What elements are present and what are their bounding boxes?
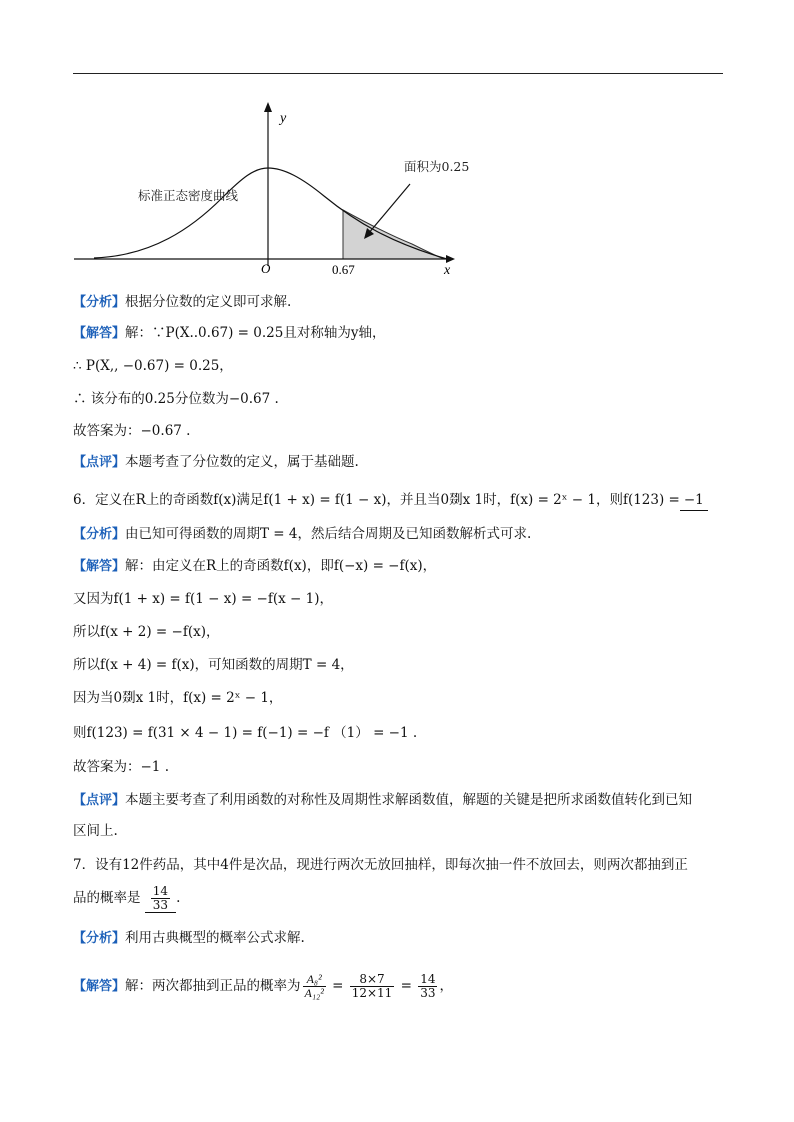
q6-solution-line-4: 所以f(x + 4) = f(x)，可知函数的周期T = 4， (73, 657, 354, 673)
q7-answer: $\frac{14}{33}$ (145, 884, 176, 913)
solution-tag: 【解答】 (73, 326, 126, 341)
solution-tag: 【解答】 (73, 979, 126, 994)
q6-comment-line-2: 区间上. (73, 823, 118, 839)
x-axis-arrow (446, 255, 455, 263)
q5-comment: 【点评】本题考查了分位数的定义，属于基础题. (73, 454, 359, 470)
q7-solution: 【解答】解：两次都抽到正品的概率为 $\frac{\text{A₈²}}{\text{A₁₂²}}$ = $\frac{8\times 7}{12\times 11}$ = $\frac{14}{33}$ ， (73, 972, 453, 1000)
q5-solution-line-4: 故答案为：−0.67 . (73, 423, 191, 439)
origin-label: O (261, 261, 271, 276)
analysis-tag: 【分析】 (73, 295, 126, 310)
fraction-permutation: $\frac{\text{A₈²}}{\text{A₁₂²}}$ (304, 972, 324, 1000)
q6-solution-line-7: 故答案为：−1 . (73, 759, 169, 775)
solution-tag: 【解答】 (73, 559, 126, 574)
q6-analysis: 【分析】由已知可得函数的周期T = 4，然后结合周期及已知函数解析式可求. (73, 526, 532, 542)
q6-solution-line-3: 所以f(x + 2) = −f(x)， (73, 624, 220, 640)
q5-analysis: 【分析】根据分位数的定义即可求解. (73, 294, 292, 310)
q6-solution-line-1: 【解答】解：由定义在R上的奇函数f(x)，即f(−x) = −f(x)， (73, 558, 437, 574)
analysis-tag: 【分析】 (73, 527, 126, 542)
q6-solution-line-5: 因为当0剟x 1时，f(x) = 2ˣ − 1， (73, 690, 283, 706)
fraction-result: $\frac{14}{33}$ (420, 972, 436, 1000)
normal-curve-figure (72, 98, 470, 280)
q6-solution-line-2: 又因为f(1 + x) = f(1 − x) = −f(x − 1)， (73, 591, 333, 607)
q7-stem-line-1: 7．设有12件药品，其中4件是次品，现进行两次无放回抽样，即每次抽一件不放回去，则两次都抽到正 (73, 857, 688, 873)
header-rule (73, 73, 723, 74)
curve-label: 标准正态密度曲线 (138, 188, 239, 203)
q6-answer: −1 (680, 490, 708, 511)
q6-comment-line-1: 【点评】本题主要考查了利用函数的对称性及周期性求解函数值，解题的关键是把所求函数值转化到已知 (73, 792, 693, 808)
y-axis-arrow (264, 102, 272, 112)
q7-analysis: 【分析】利用古典概型的概率公式求解. (73, 930, 305, 946)
analysis-tag: 【分析】 (73, 931, 126, 946)
comment-tag: 【点评】 (73, 455, 126, 470)
y-axis-label: y (280, 111, 287, 126)
q6-solution-line-6: 则f(123) = f(31 × 4 − 1) = f(−1) = −f （1） = −1 . (73, 725, 418, 741)
shaded-area (343, 210, 444, 259)
tick-label: 0.67 (332, 262, 355, 277)
area-pointer (368, 184, 410, 234)
q6-stem: 6．定义在R上的奇函数f(x)满足f(1 + x) = f(1 − x)，并且当0剟x 1时，f(x) = 2ˣ − 1，则f(123) = −1 (73, 490, 708, 511)
q5-solution-line-3: ∴ 该分布的0.25分位数为−0.67 . (73, 391, 279, 407)
comment-tag: 【点评】 (73, 793, 126, 808)
area-label: 面积为0.25 (404, 159, 470, 174)
q5-solution-line-2: ∴ P(X,, −0.67) = 0.25， (73, 358, 233, 374)
q5-solution-line-1: 【解答】解：∵P(X..0.67) = 0.25且对称轴为y轴， (73, 325, 386, 341)
fraction-product: $\frac{8\times 7}{12\times 11}$ (351, 972, 393, 1000)
x-axis-label: x (444, 263, 451, 278)
q7-stem-line-2: 品的概率是 $\frac{14}{33}$ . (73, 884, 181, 912)
